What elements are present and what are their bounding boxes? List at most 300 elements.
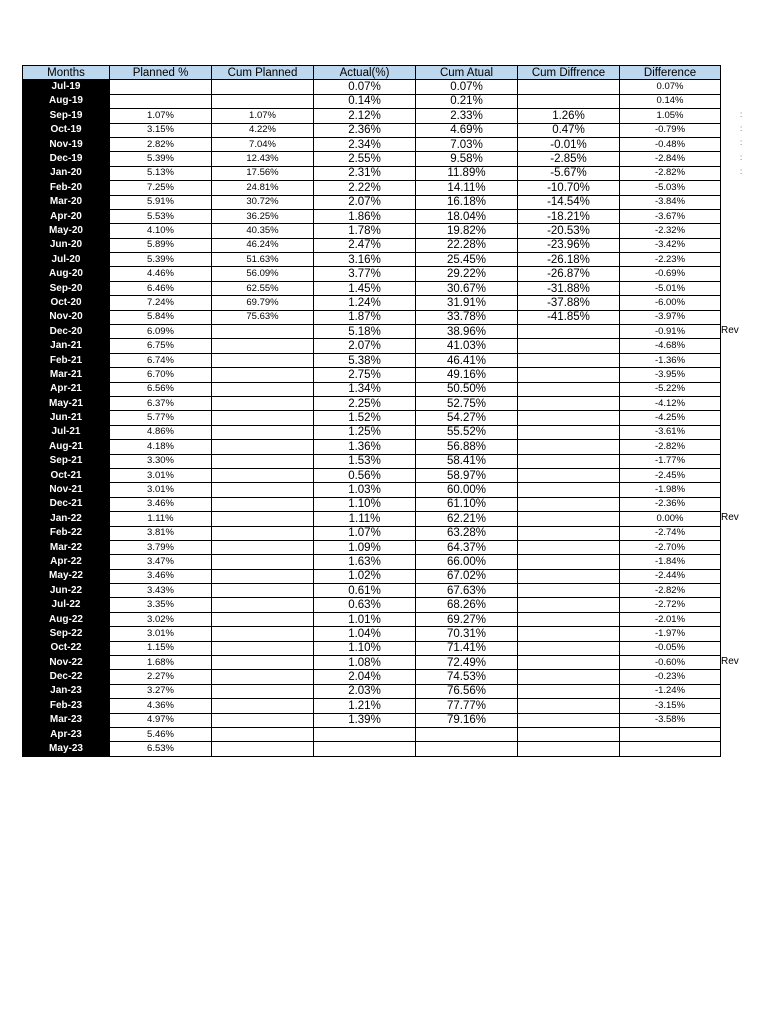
planned-cell[interactable]: 6.37% [110, 396, 212, 410]
difference-cell[interactable]: -1.36% [620, 353, 721, 367]
month-cell[interactable]: Jul-21 [23, 425, 110, 439]
actual-cell[interactable]: 1.53% [314, 454, 416, 468]
month-cell[interactable]: Aug-20 [23, 267, 110, 281]
planned-cell[interactable]: 6.56% [110, 382, 212, 396]
cum-difference-cell[interactable]: -26.18% [518, 253, 620, 267]
cum-difference-cell[interactable] [518, 339, 620, 353]
actual-cell[interactable]: 5.18% [314, 325, 416, 339]
cum-actual-cell[interactable]: 71.41% [416, 641, 518, 655]
cum-planned-cell[interactable] [212, 584, 314, 598]
actual-cell[interactable]: 1.39% [314, 713, 416, 727]
month-cell[interactable]: Feb-21 [23, 353, 110, 367]
difference-cell[interactable]: 0.14% [620, 94, 721, 108]
cum-planned-cell[interactable] [212, 727, 314, 741]
cum-actual-cell[interactable]: 79.16% [416, 713, 518, 727]
month-cell[interactable]: Aug-21 [23, 440, 110, 454]
difference-cell[interactable]: -3.61% [620, 425, 721, 439]
month-cell[interactable]: Sep-20 [23, 281, 110, 295]
difference-cell[interactable]: -0.60% [620, 656, 721, 670]
planned-cell[interactable]: 4.36% [110, 699, 212, 713]
cum-planned-cell[interactable]: 46.24% [212, 238, 314, 252]
difference-cell[interactable]: -2.45% [620, 468, 721, 482]
cum-planned-cell[interactable]: 24.81% [212, 181, 314, 195]
actual-cell[interactable]: 2.47% [314, 238, 416, 252]
planned-cell[interactable]: 5.39% [110, 253, 212, 267]
cum-planned-cell[interactable] [212, 670, 314, 684]
cum-planned-cell[interactable] [212, 526, 314, 540]
cum-actual-cell[interactable]: 2.33% [416, 109, 518, 123]
cum-planned-cell[interactable]: 17.56% [212, 166, 314, 180]
planned-cell[interactable]: 2.82% [110, 137, 212, 151]
month-cell[interactable]: Jan-22 [23, 512, 110, 526]
difference-cell[interactable]: -0.69% [620, 267, 721, 281]
cum-difference-cell[interactable] [518, 699, 620, 713]
header-cum-difference[interactable]: Cum Diffrence [518, 66, 620, 80]
actual-cell[interactable]: 2.31% [314, 166, 416, 180]
cum-planned-cell[interactable]: 30.72% [212, 195, 314, 209]
cum-actual-cell[interactable]: 14.11% [416, 181, 518, 195]
actual-cell[interactable]: 2.36% [314, 123, 416, 137]
cum-actual-cell[interactable]: 60.00% [416, 483, 518, 497]
difference-cell[interactable]: -3.42% [620, 238, 721, 252]
cum-difference-cell[interactable]: 0.47% [518, 123, 620, 137]
difference-cell[interactable]: -0.48% [620, 137, 721, 151]
actual-cell[interactable] [314, 727, 416, 741]
difference-cell[interactable]: 0.07% [620, 80, 721, 94]
actual-cell[interactable]: 1.07% [314, 526, 416, 540]
cum-actual-cell[interactable]: 46.41% [416, 353, 518, 367]
month-cell[interactable]: Sep-21 [23, 454, 110, 468]
month-cell[interactable]: Nov-19 [23, 137, 110, 151]
planned-cell[interactable]: 5.46% [110, 727, 212, 741]
cum-actual-cell[interactable] [416, 727, 518, 741]
month-cell[interactable]: Jan-21 [23, 339, 110, 353]
difference-cell[interactable]: -3.84% [620, 195, 721, 209]
month-cell[interactable]: Oct-22 [23, 641, 110, 655]
actual-cell[interactable]: 3.16% [314, 253, 416, 267]
planned-cell[interactable]: 6.75% [110, 339, 212, 353]
cum-planned-cell[interactable] [212, 713, 314, 727]
actual-cell[interactable]: 1.24% [314, 296, 416, 310]
actual-cell[interactable]: 5.38% [314, 353, 416, 367]
difference-cell[interactable]: -5.01% [620, 281, 721, 295]
month-cell[interactable]: Jul-19 [23, 80, 110, 94]
month-cell[interactable]: Mar-22 [23, 540, 110, 554]
difference-cell[interactable]: -3.15% [620, 699, 721, 713]
planned-cell[interactable]: 3.79% [110, 540, 212, 554]
cum-planned-cell[interactable] [212, 684, 314, 698]
actual-cell[interactable]: 1.11% [314, 512, 416, 526]
actual-cell[interactable]: 3.77% [314, 267, 416, 281]
difference-cell[interactable]: -1.24% [620, 684, 721, 698]
cum-actual-cell[interactable]: 49.16% [416, 368, 518, 382]
actual-cell[interactable]: 1.08% [314, 656, 416, 670]
actual-cell[interactable]: 2.22% [314, 181, 416, 195]
planned-cell[interactable]: 7.25% [110, 181, 212, 195]
cum-difference-cell[interactable]: -10.70% [518, 181, 620, 195]
difference-cell[interactable]: -3.95% [620, 368, 721, 382]
cum-planned-cell[interactable] [212, 742, 314, 756]
planned-cell[interactable]: 3.15% [110, 123, 212, 137]
month-cell[interactable]: Apr-20 [23, 209, 110, 223]
cum-actual-cell[interactable]: 64.37% [416, 540, 518, 554]
month-cell[interactable]: Oct-19 [23, 123, 110, 137]
planned-cell[interactable]: 4.97% [110, 713, 212, 727]
cum-planned-cell[interactable]: 75.63% [212, 310, 314, 324]
month-cell[interactable]: Oct-21 [23, 468, 110, 482]
difference-cell[interactable]: -3.67% [620, 209, 721, 223]
planned-cell[interactable]: 5.39% [110, 152, 212, 166]
cum-planned-cell[interactable] [212, 454, 314, 468]
cum-actual-cell[interactable]: 52.75% [416, 396, 518, 410]
actual-cell[interactable]: 2.07% [314, 339, 416, 353]
cum-difference-cell[interactable]: 1.26% [518, 109, 620, 123]
cum-actual-cell[interactable]: 9.58% [416, 152, 518, 166]
difference-cell[interactable]: -3.97% [620, 310, 721, 324]
actual-cell[interactable]: 1.52% [314, 411, 416, 425]
planned-cell[interactable]: 1.15% [110, 641, 212, 655]
cum-actual-cell[interactable]: 68.26% [416, 598, 518, 612]
difference-cell[interactable]: -3.58% [620, 713, 721, 727]
cum-planned-cell[interactable] [212, 94, 314, 108]
planned-cell[interactable]: 6.74% [110, 353, 212, 367]
cum-actual-cell[interactable]: 62.21% [416, 512, 518, 526]
difference-cell[interactable]: -2.44% [620, 569, 721, 583]
difference-cell[interactable]: -2.82% [620, 584, 721, 598]
difference-cell[interactable]: -4.25% [620, 411, 721, 425]
header-cum-planned[interactable]: Cum Planned [212, 66, 314, 80]
planned-cell[interactable] [110, 80, 212, 94]
cum-difference-cell[interactable] [518, 368, 620, 382]
cum-difference-cell[interactable] [518, 468, 620, 482]
actual-cell[interactable]: 2.25% [314, 396, 416, 410]
planned-cell[interactable]: 5.77% [110, 411, 212, 425]
cum-difference-cell[interactable]: -14.54% [518, 195, 620, 209]
cum-actual-cell[interactable]: 22.28% [416, 238, 518, 252]
month-cell[interactable]: Oct-20 [23, 296, 110, 310]
cum-planned-cell[interactable] [212, 641, 314, 655]
month-cell[interactable]: Dec-22 [23, 670, 110, 684]
month-cell[interactable]: Jul-20 [23, 253, 110, 267]
cum-difference-cell[interactable] [518, 598, 620, 612]
header-difference[interactable]: Difference [620, 66, 721, 80]
planned-cell[interactable]: 3.43% [110, 584, 212, 598]
cum-planned-cell[interactable]: 40.35% [212, 224, 314, 238]
planned-cell[interactable]: 5.89% [110, 238, 212, 252]
cum-planned-cell[interactable] [212, 353, 314, 367]
difference-cell[interactable]: -2.70% [620, 540, 721, 554]
cum-difference-cell[interactable]: -20.53% [518, 224, 620, 238]
planned-cell[interactable]: 4.18% [110, 440, 212, 454]
month-cell[interactable]: May-21 [23, 396, 110, 410]
month-cell[interactable]: Jan-20 [23, 166, 110, 180]
cum-difference-cell[interactable]: -31.88% [518, 281, 620, 295]
cum-actual-cell[interactable]: 58.97% [416, 468, 518, 482]
cum-difference-cell[interactable]: -23.96% [518, 238, 620, 252]
actual-cell[interactable]: 1.03% [314, 483, 416, 497]
actual-cell[interactable]: 1.02% [314, 569, 416, 583]
cum-planned-cell[interactable]: 1.07% [212, 109, 314, 123]
cum-planned-cell[interactable] [212, 598, 314, 612]
cum-planned-cell[interactable] [212, 325, 314, 339]
month-cell[interactable]: Jan-23 [23, 684, 110, 698]
cum-actual-cell[interactable]: 19.82% [416, 224, 518, 238]
header-cum-actual[interactable]: Cum Atual [416, 66, 518, 80]
cum-difference-cell[interactable]: -41.85% [518, 310, 620, 324]
cum-actual-cell[interactable] [416, 742, 518, 756]
month-cell[interactable]: Dec-21 [23, 497, 110, 511]
cum-planned-cell[interactable] [212, 656, 314, 670]
difference-cell[interactable]: -2.72% [620, 598, 721, 612]
cum-actual-cell[interactable]: 50.50% [416, 382, 518, 396]
actual-cell[interactable]: 2.75% [314, 368, 416, 382]
planned-cell[interactable]: 5.13% [110, 166, 212, 180]
cum-difference-cell[interactable] [518, 641, 620, 655]
cum-actual-cell[interactable]: 31.91% [416, 296, 518, 310]
cum-planned-cell[interactable] [212, 627, 314, 641]
difference-cell[interactable]: -5.03% [620, 181, 721, 195]
actual-cell[interactable]: 1.78% [314, 224, 416, 238]
cum-actual-cell[interactable]: 63.28% [416, 526, 518, 540]
planned-cell[interactable]: 5.53% [110, 209, 212, 223]
cum-planned-cell[interactable] [212, 80, 314, 94]
planned-cell[interactable]: 3.01% [110, 483, 212, 497]
cum-planned-cell[interactable] [212, 512, 314, 526]
difference-cell[interactable]: -2.82% [620, 166, 721, 180]
actual-cell[interactable]: 1.86% [314, 209, 416, 223]
month-cell[interactable]: Jul-22 [23, 598, 110, 612]
actual-cell[interactable]: 2.55% [314, 152, 416, 166]
cum-difference-cell[interactable]: -37.88% [518, 296, 620, 310]
difference-cell[interactable]: 1.05% [620, 109, 721, 123]
cum-planned-cell[interactable]: 62.55% [212, 281, 314, 295]
cum-planned-cell[interactable] [212, 368, 314, 382]
cum-actual-cell[interactable]: 11.89% [416, 166, 518, 180]
cum-actual-cell[interactable]: 29.22% [416, 267, 518, 281]
planned-cell[interactable]: 4.46% [110, 267, 212, 281]
cum-planned-cell[interactable]: 12.43% [212, 152, 314, 166]
month-cell[interactable]: Jun-20 [23, 238, 110, 252]
month-cell[interactable]: Jun-21 [23, 411, 110, 425]
cum-difference-cell[interactable] [518, 325, 620, 339]
cum-difference-cell[interactable] [518, 713, 620, 727]
difference-cell[interactable]: -0.23% [620, 670, 721, 684]
actual-cell[interactable]: 0.07% [314, 80, 416, 94]
planned-cell[interactable]: 3.02% [110, 612, 212, 626]
planned-cell[interactable]: 3.01% [110, 627, 212, 641]
actual-cell[interactable] [314, 742, 416, 756]
difference-cell[interactable]: -2.01% [620, 612, 721, 626]
cum-actual-cell[interactable]: 72.49% [416, 656, 518, 670]
difference-cell[interactable]: 0.00% [620, 512, 721, 526]
planned-cell[interactable]: 6.53% [110, 742, 212, 756]
month-cell[interactable]: Feb-23 [23, 699, 110, 713]
cum-planned-cell[interactable] [212, 425, 314, 439]
month-cell[interactable]: Sep-22 [23, 627, 110, 641]
month-cell[interactable]: Aug-22 [23, 612, 110, 626]
cum-difference-cell[interactable] [518, 569, 620, 583]
planned-cell[interactable]: 6.70% [110, 368, 212, 382]
month-cell[interactable]: May-20 [23, 224, 110, 238]
actual-cell[interactable]: 1.25% [314, 425, 416, 439]
cum-difference-cell[interactable] [518, 80, 620, 94]
difference-cell[interactable] [620, 742, 721, 756]
difference-cell[interactable]: -5.22% [620, 382, 721, 396]
difference-cell[interactable]: -2.74% [620, 526, 721, 540]
cum-planned-cell[interactable]: 69.79% [212, 296, 314, 310]
cum-difference-cell[interactable] [518, 497, 620, 511]
cum-actual-cell[interactable]: 77.77% [416, 699, 518, 713]
difference-cell[interactable]: -0.91% [620, 325, 721, 339]
cum-actual-cell[interactable]: 58.41% [416, 454, 518, 468]
cum-planned-cell[interactable] [212, 555, 314, 569]
actual-cell[interactable]: 0.63% [314, 598, 416, 612]
cum-difference-cell[interactable] [518, 727, 620, 741]
cum-actual-cell[interactable]: 41.03% [416, 339, 518, 353]
cum-actual-cell[interactable]: 38.96% [416, 325, 518, 339]
cum-difference-cell[interactable] [518, 656, 620, 670]
actual-cell[interactable]: 2.07% [314, 195, 416, 209]
actual-cell[interactable]: 2.12% [314, 109, 416, 123]
cum-difference-cell[interactable] [518, 612, 620, 626]
planned-cell[interactable]: 1.07% [110, 109, 212, 123]
header-months[interactable]: Months [23, 66, 110, 80]
planned-cell[interactable]: 5.91% [110, 195, 212, 209]
actual-cell[interactable]: 1.63% [314, 555, 416, 569]
planned-cell[interactable]: 7.24% [110, 296, 212, 310]
cum-actual-cell[interactable]: 67.63% [416, 584, 518, 598]
cum-planned-cell[interactable]: 4.22% [212, 123, 314, 137]
cum-planned-cell[interactable] [212, 699, 314, 713]
month-cell[interactable]: Apr-22 [23, 555, 110, 569]
difference-cell[interactable]: -2.36% [620, 497, 721, 511]
cum-actual-cell[interactable]: 18.04% [416, 209, 518, 223]
actual-cell[interactable]: 0.56% [314, 468, 416, 482]
month-cell[interactable]: Jun-22 [23, 584, 110, 598]
cum-difference-cell[interactable] [518, 396, 620, 410]
cum-planned-cell[interactable] [212, 339, 314, 353]
planned-cell[interactable]: 3.01% [110, 468, 212, 482]
cum-difference-cell[interactable] [518, 353, 620, 367]
month-cell[interactable]: Feb-20 [23, 181, 110, 195]
month-cell[interactable]: Dec-19 [23, 152, 110, 166]
cum-difference-cell[interactable] [518, 411, 620, 425]
difference-cell[interactable]: -2.84% [620, 152, 721, 166]
cum-difference-cell[interactable]: -2.85% [518, 152, 620, 166]
planned-cell[interactable]: 4.86% [110, 425, 212, 439]
cum-actual-cell[interactable]: 30.67% [416, 281, 518, 295]
actual-cell[interactable]: 2.34% [314, 137, 416, 151]
cum-difference-cell[interactable] [518, 425, 620, 439]
cum-difference-cell[interactable] [518, 627, 620, 641]
planned-cell[interactable]: 1.11% [110, 512, 212, 526]
cum-planned-cell[interactable] [212, 540, 314, 554]
cum-actual-cell[interactable]: 55.52% [416, 425, 518, 439]
planned-cell[interactable]: 3.81% [110, 526, 212, 540]
difference-cell[interactable]: -2.23% [620, 253, 721, 267]
cum-actual-cell[interactable]: 74.53% [416, 670, 518, 684]
month-cell[interactable]: Sep-19 [23, 109, 110, 123]
difference-cell[interactable]: -2.32% [620, 224, 721, 238]
cum-actual-cell[interactable]: 56.88% [416, 440, 518, 454]
difference-cell[interactable] [620, 727, 721, 741]
cum-actual-cell[interactable]: 61.10% [416, 497, 518, 511]
cum-planned-cell[interactable] [212, 440, 314, 454]
month-cell[interactable]: Aug-19 [23, 94, 110, 108]
actual-cell[interactable]: 1.21% [314, 699, 416, 713]
cum-difference-cell[interactable] [518, 440, 620, 454]
cum-actual-cell[interactable]: 0.07% [416, 80, 518, 94]
cum-actual-cell[interactable]: 66.00% [416, 555, 518, 569]
actual-cell[interactable]: 1.10% [314, 497, 416, 511]
month-cell[interactable]: Feb-22 [23, 526, 110, 540]
actual-cell[interactable]: 1.34% [314, 382, 416, 396]
difference-cell[interactable]: -1.98% [620, 483, 721, 497]
cum-actual-cell[interactable]: 76.56% [416, 684, 518, 698]
difference-cell[interactable]: -1.84% [620, 555, 721, 569]
cum-planned-cell[interactable] [212, 612, 314, 626]
header-planned[interactable]: Planned % [110, 66, 212, 80]
cum-difference-cell[interactable] [518, 555, 620, 569]
cum-difference-cell[interactable] [518, 540, 620, 554]
cum-actual-cell[interactable]: 67.02% [416, 569, 518, 583]
cum-actual-cell[interactable]: 70.31% [416, 627, 518, 641]
cum-actual-cell[interactable]: 16.18% [416, 195, 518, 209]
cum-actual-cell[interactable]: 7.03% [416, 137, 518, 151]
month-cell[interactable]: Nov-20 [23, 310, 110, 324]
planned-cell[interactable]: 3.46% [110, 569, 212, 583]
planned-cell[interactable]: 5.84% [110, 310, 212, 324]
cum-planned-cell[interactable] [212, 468, 314, 482]
cum-difference-cell[interactable]: -26.87% [518, 267, 620, 281]
cum-actual-cell[interactable]: 54.27% [416, 411, 518, 425]
planned-cell[interactable]: 4.10% [110, 224, 212, 238]
month-cell[interactable]: Nov-21 [23, 483, 110, 497]
cum-actual-cell[interactable]: 33.78% [416, 310, 518, 324]
actual-cell[interactable]: 2.03% [314, 684, 416, 698]
actual-cell[interactable]: 0.61% [314, 584, 416, 598]
cum-planned-cell[interactable] [212, 382, 314, 396]
cum-actual-cell[interactable]: 69.27% [416, 612, 518, 626]
actual-cell[interactable]: 1.45% [314, 281, 416, 295]
month-cell[interactable]: Mar-21 [23, 368, 110, 382]
cum-difference-cell[interactable] [518, 94, 620, 108]
cum-actual-cell[interactable]: 25.45% [416, 253, 518, 267]
cum-difference-cell[interactable]: -0.01% [518, 137, 620, 151]
cum-planned-cell[interactable] [212, 396, 314, 410]
cum-planned-cell[interactable] [212, 497, 314, 511]
cum-actual-cell[interactable]: 4.69% [416, 123, 518, 137]
actual-cell[interactable]: 1.04% [314, 627, 416, 641]
planned-cell[interactable] [110, 94, 212, 108]
planned-cell[interactable]: 6.09% [110, 325, 212, 339]
month-cell[interactable]: Mar-23 [23, 713, 110, 727]
cum-difference-cell[interactable] [518, 684, 620, 698]
cum-difference-cell[interactable] [518, 382, 620, 396]
cum-actual-cell[interactable]: 0.21% [416, 94, 518, 108]
month-cell[interactable]: Dec-20 [23, 325, 110, 339]
cum-difference-cell[interactable]: -18.21% [518, 209, 620, 223]
month-cell[interactable]: May-23 [23, 742, 110, 756]
difference-cell[interactable]: -4.68% [620, 339, 721, 353]
difference-cell[interactable]: -6.00% [620, 296, 721, 310]
cum-planned-cell[interactable]: 7.04% [212, 137, 314, 151]
actual-cell[interactable]: 0.14% [314, 94, 416, 108]
cum-planned-cell[interactable] [212, 483, 314, 497]
planned-cell[interactable]: 1.68% [110, 656, 212, 670]
actual-cell[interactable]: 1.09% [314, 540, 416, 554]
cum-difference-cell[interactable] [518, 670, 620, 684]
